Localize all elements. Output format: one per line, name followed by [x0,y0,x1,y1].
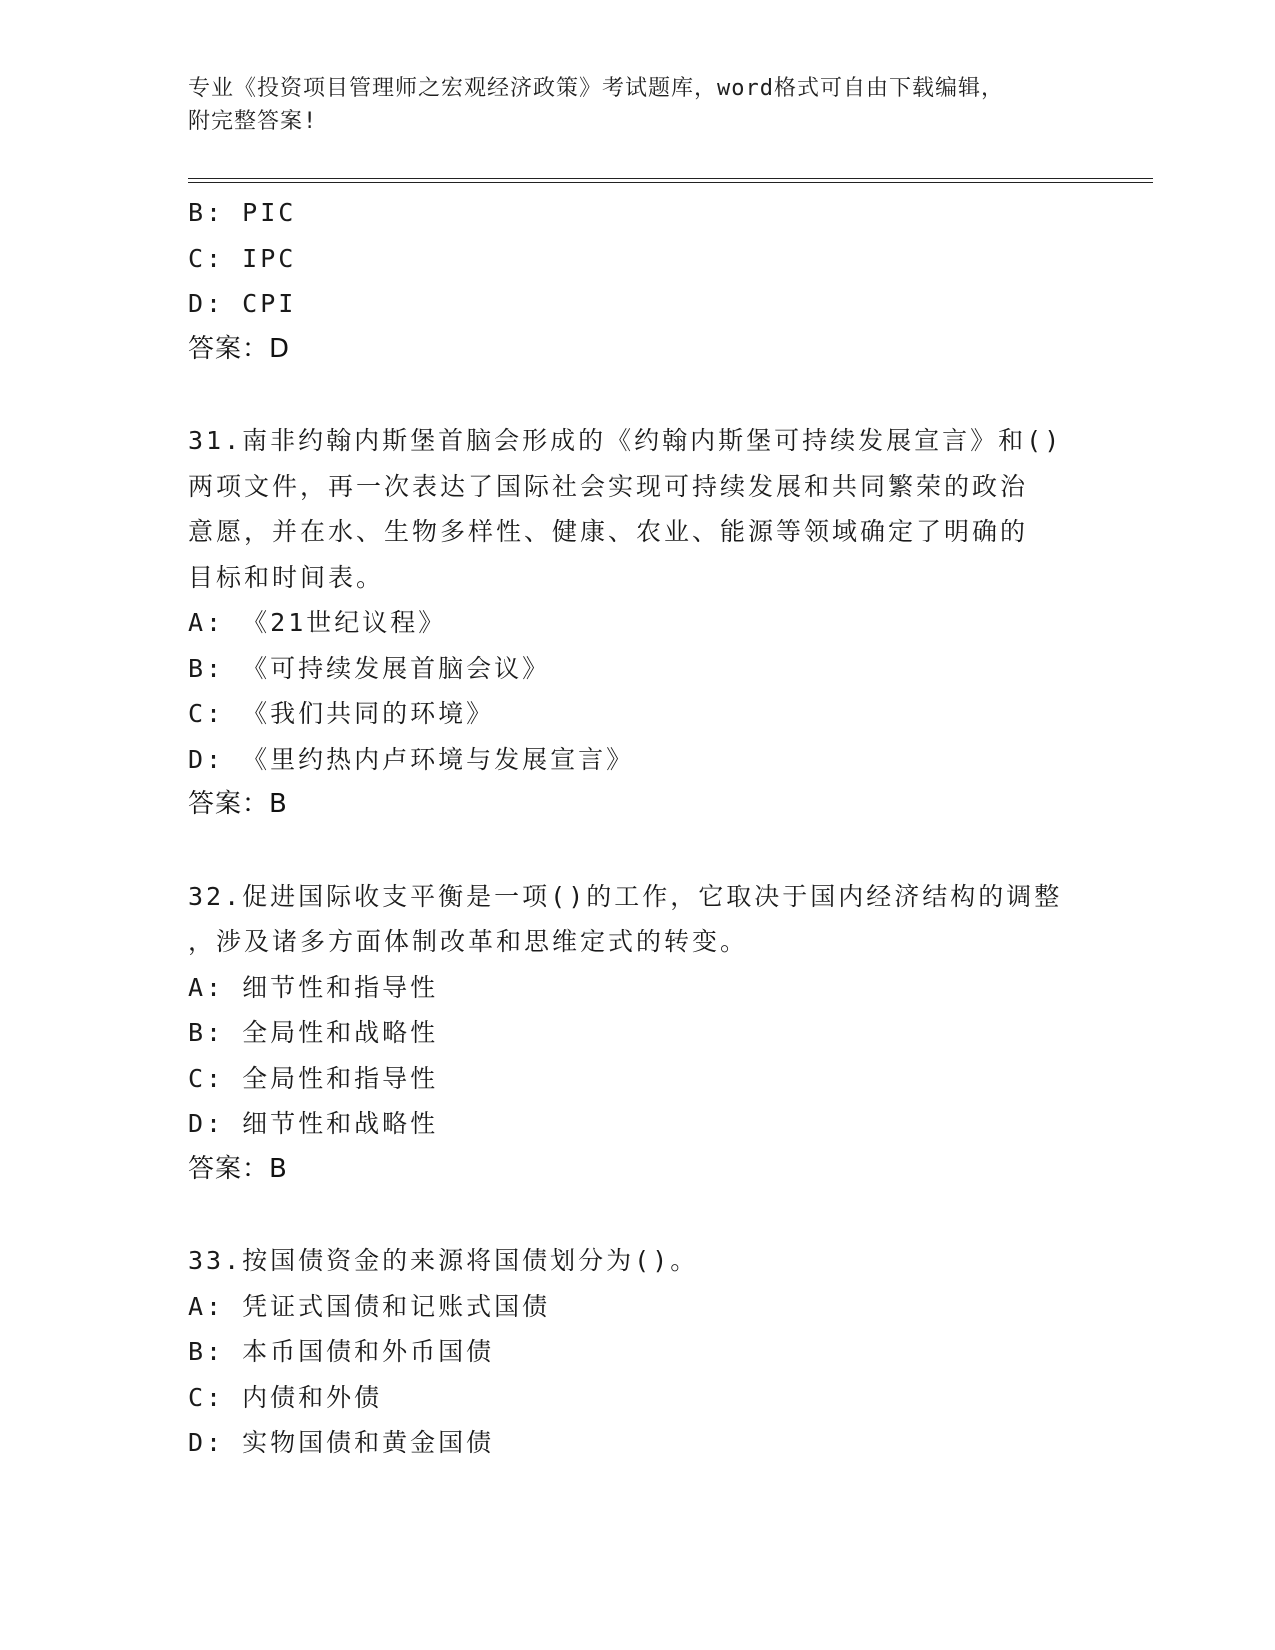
option-b: B: PIC [188,198,297,227]
question-33 [188,1238,1088,1466]
question-list [188,190,1088,1466]
header-line-1: 专业《投资项目管理师之宏观经济政策》考试题库，word格式可自由下载编辑， [188,76,1004,101]
option-b: B: 《可持续发展首脑会议》 [188,653,551,683]
option-a: A: 《21世纪议程》 [188,608,447,637]
question-32 [188,874,1088,1193]
header-divider-top [188,178,1153,179]
question-stem-line: 目标和时间表。 [188,562,385,592]
answer: 答案：B [188,1153,288,1184]
option-b: B: 本币国债和外币国债 [188,1337,495,1366]
option-c: C: 全局性和指导性 [188,1063,439,1093]
answer: 答案：B [188,789,288,819]
option-b: B: 全局性和战略性 [188,1018,439,1047]
option-d: D: 实物国债和黄金国债 [188,1428,495,1457]
header-line-2: 附完整答案! [188,109,318,134]
option-d: D: CPI [188,289,297,318]
option-c: C: IPC [188,243,297,273]
question-stem-line: ，涉及诸多方面体制改革和思维定式的转变。 [188,927,749,956]
question-30 [188,190,1088,372]
question-stem-line: 意愿，并在水、生物多样性、健康、农业、能源等领域确定了明确的 [188,517,1029,546]
question-stem-line: 31.南非约翰内斯堡首脑会形成的《约翰内斯堡可持续发展宣言》和() [188,426,1063,455]
option-d: D: 细节性和战略性 [188,1109,439,1138]
answer: 答案：D [188,333,291,364]
option-c: C: 内债和外债 [188,1382,383,1412]
question-31 [188,418,1088,828]
header-divider-bottom [188,182,1153,183]
question-stem-line: 32.促进国际收支平衡是一项()的工作，它取决于国内经济结构的调整 [188,881,1063,911]
document-header [188,72,1068,138]
question-stem-line: 两项文件，再一次表达了国际社会实现可持续发展和共同繁荣的政治 [188,471,1029,501]
option-a: A: 凭证式国债和记账式国债 [188,1291,551,1321]
option-a: A: 细节性和指导性 [188,972,439,1002]
option-c: C: 《我们共同的环境》 [188,699,495,728]
option-d: D: 《里约热内卢环境与发展宣言》 [188,744,635,774]
question-stem-line: 33.按国债资金的来源将国债划分为()。 [188,1246,699,1275]
